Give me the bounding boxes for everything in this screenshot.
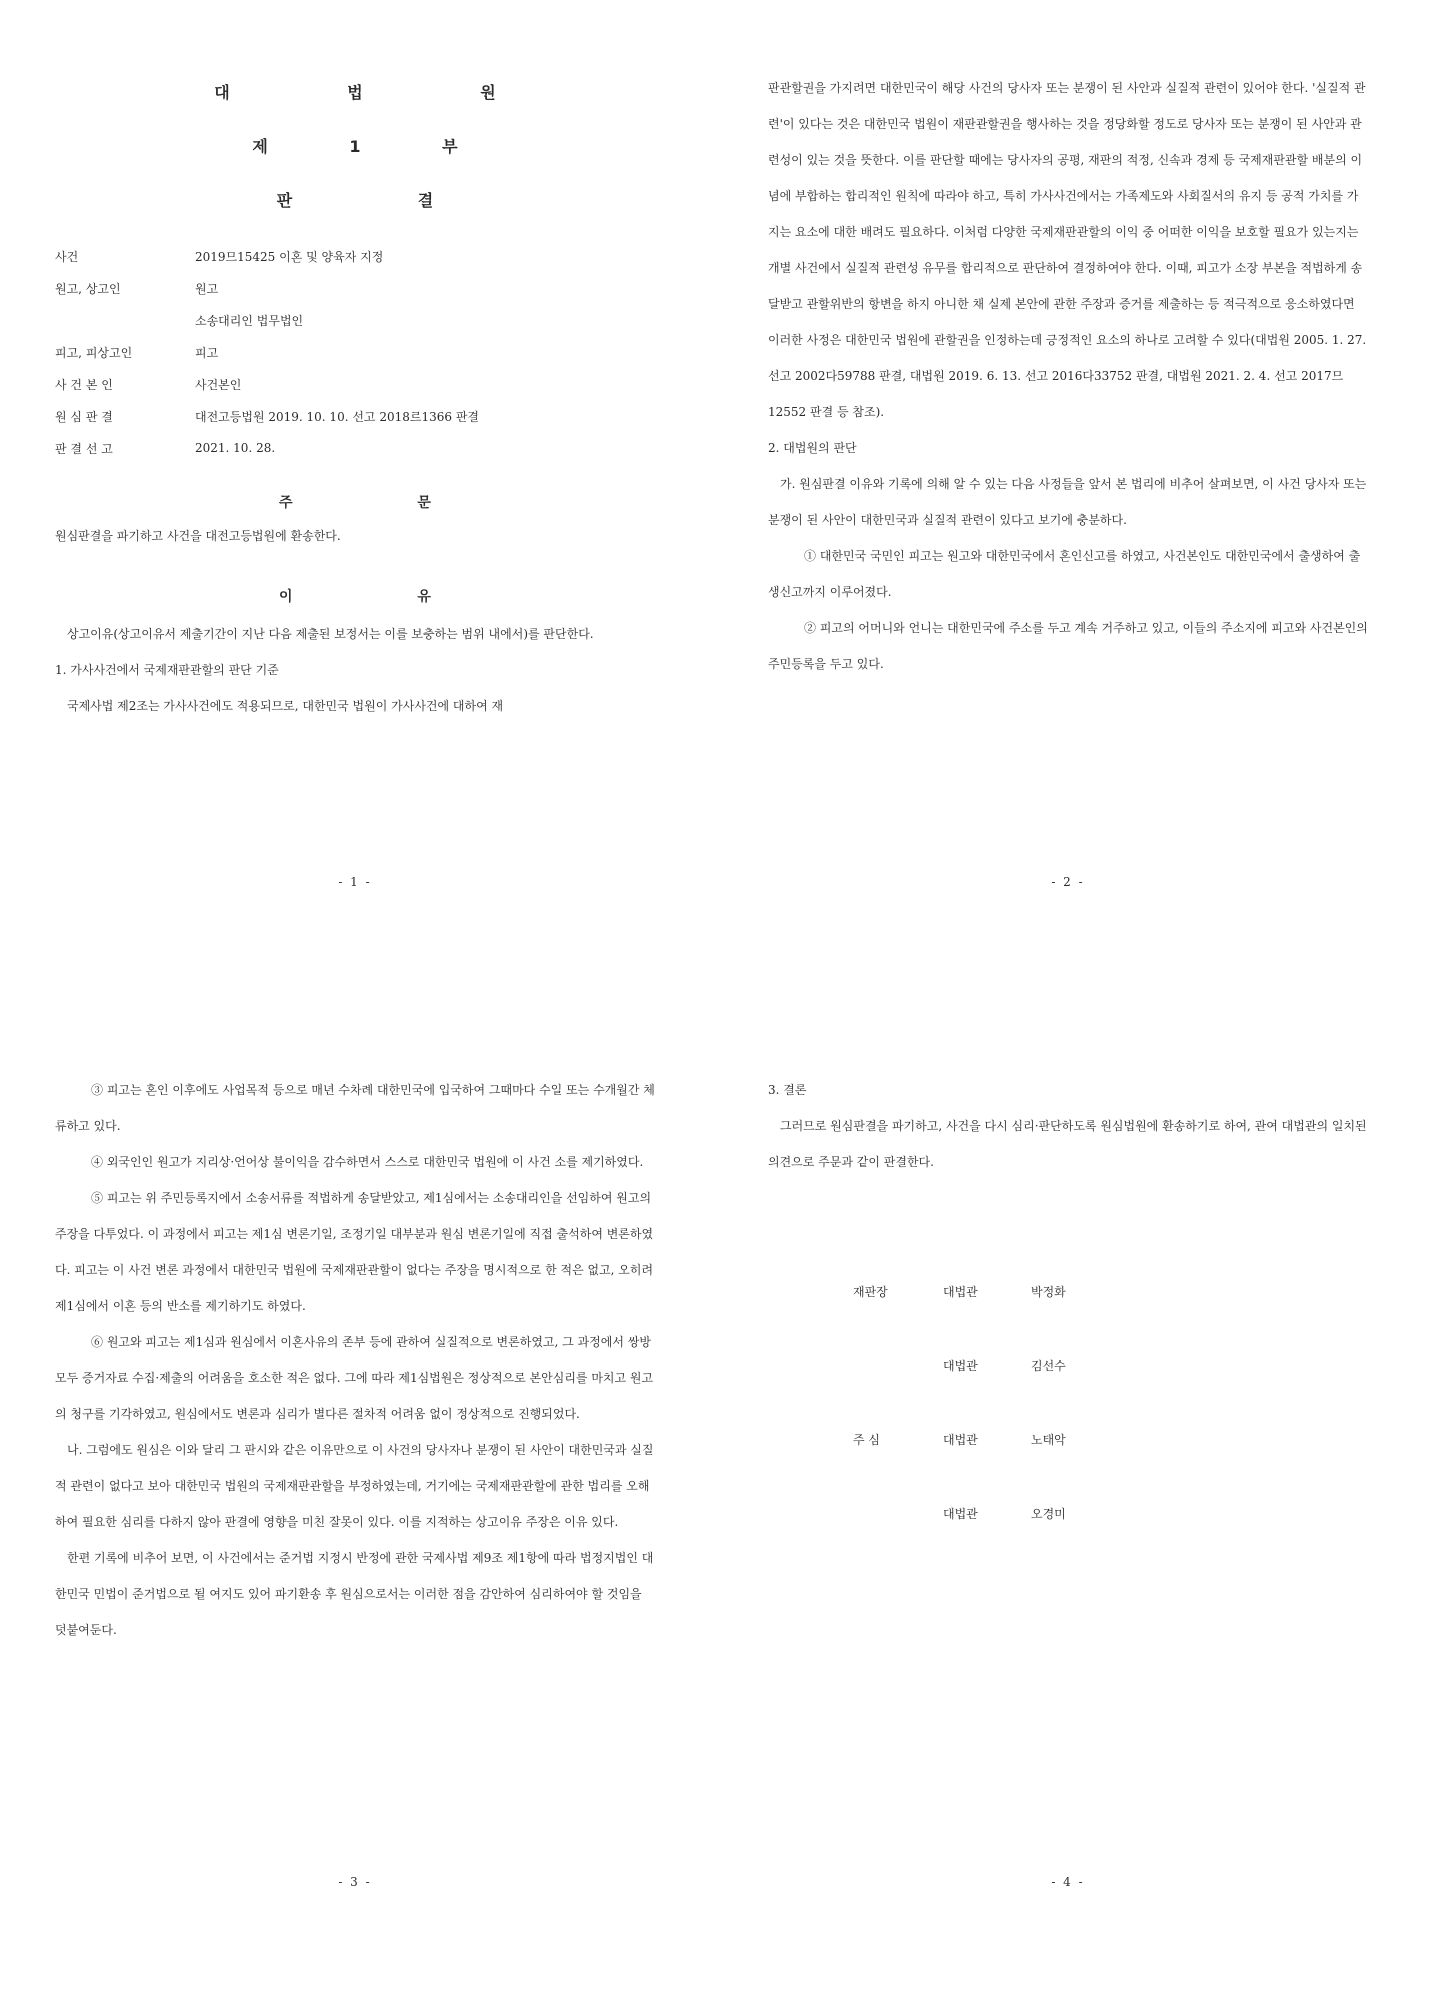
reason-heading: 이 유 — [279, 589, 491, 605]
case-info-value: 사건본인 — [195, 377, 242, 392]
section-heading: 3. 결론 — [768, 1083, 807, 1097]
case-info-row — [55, 368, 655, 400]
case-info-row — [55, 240, 655, 272]
paragraph: 국제사법 제2조는 가사사건에도 적용되므로, 대한민국 법원이 가사사건에 대하여 재 — [67, 699, 504, 713]
page-1 — [55, 70, 655, 950]
list-item: ① 대한민국 국민인 피고는 원고와 대한민국에서 혼인신고를 하였고, 사건본인도 대한민국에서 출생하여 출생신고까지 이루어졌다. — [768, 549, 1361, 599]
case-info-label: 판 결 선 고 — [55, 441, 113, 456]
section-heading: 2. 대법원의 판단 — [768, 441, 857, 455]
signature-title: 대법관 — [943, 1284, 978, 1299]
case-info-value: 소송대리인 법무법인 — [195, 313, 304, 328]
list-item: ③ 피고는 혼인 이후에도 사업목적 등으로 매년 수차례 대한민국에 입국하여 그때마다 수일 또는 수개월간 체류하고 있다. — [55, 1083, 655, 1133]
case-info-label: 원 심 판 결 — [55, 409, 113, 424]
signature-name: 오경미 — [1031, 1506, 1066, 1521]
paragraph: 나. 그럼에도 원심은 이와 달리 그 판시와 같은 이유만으로 이 사건의 당사자나 분쟁이 된 사안이 대한민국과 실질적 관련이 없다고 보아 대한민국 법원의 국제재판관할을 부정하였는데, 거기에는 국제재판관할에 관한 법리를 오해하여 필요한 심리를 다하지 않아 판결에 영향을 미친 잘못이 있다. 이를 지적하는 상고이유 주장은 이유 있다. — [55, 1443, 654, 1529]
signature-row — [768, 1254, 1368, 1328]
case-info-value: 피고 — [195, 345, 219, 360]
signature-row — [768, 1402, 1368, 1476]
case-info-value: 2019므15425 이혼 및 양육자 지정 — [195, 249, 384, 264]
case-info-row — [55, 336, 655, 368]
signature-role: 주 심 — [853, 1432, 880, 1447]
page-number: - 3 - — [338, 1875, 372, 1889]
signature-title: 대법관 — [943, 1506, 978, 1521]
case-info-row — [55, 400, 655, 432]
paragraph: 판관할권을 가지려면 대한민국이 해당 사건의 당사자 또는 분쟁이 된 사안과 실질적 관련이 있어야 한다. '실질적 관련'이 있다는 것은 대한민국 법원이 재판관할권을 행사하는 것을 정당화할 정도로 당사자 또는 분쟁이 된 사안과 관련성이 있는 것을 뜻한다. 이를 판단할 때에는 당사자의 공평, 재판의 적정, 신속과 경제 등 국제재판관할 배분의 이념에 부합하는 합리적인 원칙에 따라야 하고, 특히 가사사건에서는 가족제도와 사회질서의 유지 등 공적 가치를 가지는 요소에 대한 배려도 필요하다. 이처럼 다양한 국제재판관할의 이익 중 어떠한 이익을 보호할 필요가 있는지는 개별 사건에서 실질적 관련성 유무를 합리적으로 판단하여 결정하여야 한다. 이때, 피고가 소장 부본을 적법하게 송달받고 관할위반의 항변을 하지 아니한 채 실제 본안에 관한 주장과 증거를 제출하는 등 적극적으로 응소하였다면 이러한 사정은 대한민국 법원에 관할권을 인정하는데 긍정적인 요소의 하나로 고려할 수 있다(대법원 2005. 1. 27. 선고 2002다59788 판결, 대법원 2019. 6. 13. 선고 2016다33752 판결, 대법원 2021. 2. 4. 선고 2017므12552 판결 등 참조). — [768, 81, 1367, 419]
case-info-row — [55, 432, 655, 464]
signature-role: 재판장 — [853, 1284, 888, 1299]
order-text: 원심판결을 파기하고 사건을 대전고등법원에 환송한다. — [55, 529, 341, 543]
case-info-table — [55, 240, 655, 464]
page-3 — [55, 1072, 655, 1952]
page-number: - 1 - — [338, 875, 372, 889]
page-4 — [768, 1072, 1368, 1952]
page-number: - 4 - — [1051, 1875, 1085, 1889]
division-name: 제 1 부 — [252, 137, 496, 156]
document-type: 판 결 — [276, 191, 494, 210]
signature-title: 대법관 — [943, 1432, 978, 1447]
signature-block — [768, 1254, 1368, 1550]
signature-name: 노태악 — [1031, 1432, 1066, 1447]
signature-title: 대법관 — [943, 1358, 978, 1373]
page-number: - 2 - — [1051, 875, 1085, 889]
case-info-row — [55, 304, 655, 336]
signature-row — [768, 1328, 1368, 1402]
paragraph: 상고이유(상고이유서 제출기간이 지난 다음 제출된 보정서는 이를 보충하는 범위 내에서)를 판단한다. — [67, 627, 594, 641]
court-name: 대 법 원 — [214, 83, 552, 102]
list-item: ⑤ 피고는 위 주민등록지에서 소송서류를 적법하게 송달받았고, 제1심에서는 소송대리인을 선임하여 원고의 주장을 다투었다. 이 과정에서 피고는 제1심 변론기일, 조정기일 대부분과 원심 변론기일에 직접 출석하여 변론하였다. 피고는 이 사건 변론 과정에서 대한민국 법원에 국제재판관할이 없다는 주장을 명시적으로 한 적은 없고, 오히려 제1심에서 이혼 등의 반소를 제기하기도 하였다. — [55, 1191, 654, 1313]
paragraph: 가. 원심판결 이유와 기록에 의해 알 수 있는 다음 사정들을 앞서 본 법리에 비추어 살펴보면, 이 사건 당사자 또는 분쟁이 된 사안이 대한민국과 실질적 관련이 있다고 보기에 충분하다. — [768, 477, 1367, 527]
list-item: ④ 외국인인 원고가 지리상·언어상 불이익을 감수하면서 스스로 대한민국 법원에 이 사건 소를 제기하였다. — [91, 1155, 644, 1169]
case-info-value: 2021. 10. 28. — [195, 441, 276, 455]
case-info-value: 원고 — [195, 281, 219, 296]
case-info-label: 원고, 상고인 — [55, 281, 121, 296]
section-heading: 1. 가사사건에서 국제재판관할의 판단 기준 — [55, 663, 279, 677]
paragraph: 한편 기록에 비추어 보면, 이 사건에서는 준거법 지정시 반정에 관한 국제사법 제9조 제1항에 따라 법정지법인 대한민국 민법이 준거법으로 될 여지도 있어 파기환송 후 원심으로서는 이러한 점을 감안하여 심리하여야 할 것임을 덧붙여둔다. — [55, 1551, 654, 1637]
signature-row — [768, 1476, 1368, 1550]
signature-name: 김선수 — [1031, 1358, 1066, 1373]
case-info-label: 사 건 본 인 — [55, 377, 113, 392]
order-heading: 주 문 — [279, 495, 491, 511]
case-info-value: 대전고등법원 2019. 10. 10. 선고 2018르1366 판결 — [195, 409, 479, 424]
list-item: ② 피고의 어머니와 언니는 대한민국에 주소를 두고 계속 거주하고 있고, 이들의 주소지에 피고와 사건본인의 주민등록을 두고 있다. — [768, 621, 1368, 671]
paragraph: 그러므로 원심판결을 파기하고, 사건을 다시 심리·판단하도록 원심법원에 환송하기로 하여, 관여 대법관의 일치된 의견으로 주문과 같이 판결한다. — [768, 1119, 1367, 1169]
case-info-label: 피고, 피상고인 — [55, 345, 133, 360]
case-info-label: 사건 — [55, 249, 79, 264]
case-info-row — [55, 272, 655, 304]
page-2 — [768, 70, 1368, 950]
list-item: ⑥ 원고와 피고는 제1심과 원심에서 이혼사유의 존부 등에 관하여 실질적으로 변론하였고, 그 과정에서 쌍방 모두 증거자료 수집·제출의 어려움을 호소한 적은 없다. 그에 따라 제1심법원은 정상적으로 본안심리를 마치고 원고의 청구를 기각하였고, 원심에서도 변론과 심리가 별다른 절차적 어려움 없이 정상적으로 진행되었다. — [55, 1335, 654, 1421]
signature-name: 박정화 — [1031, 1284, 1066, 1299]
